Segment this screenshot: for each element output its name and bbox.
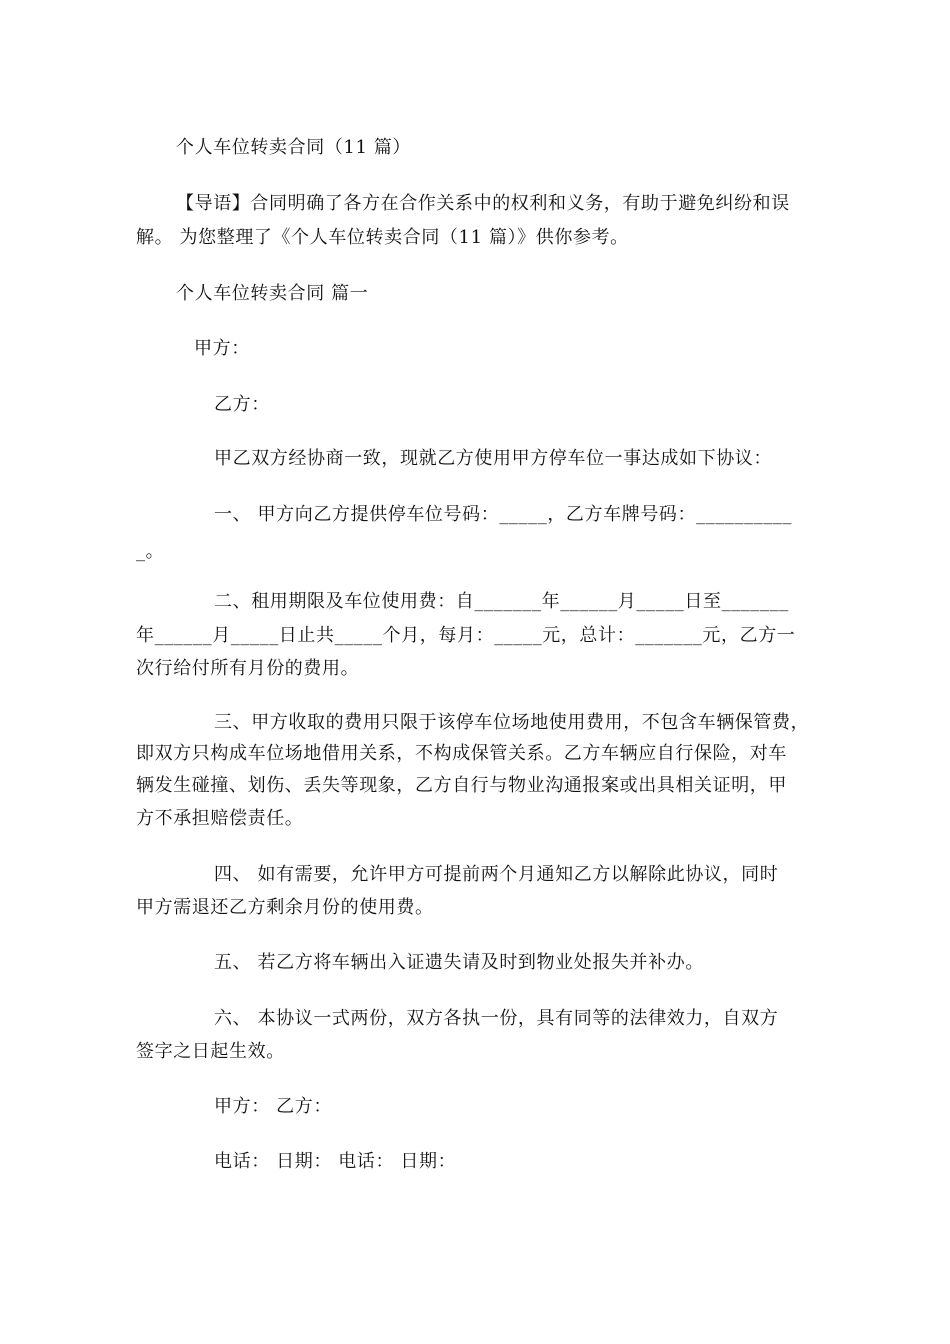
clause-2-line-1: 二、租用期限及车位使用费：自_______年______月_____日至_______	[214, 591, 789, 612]
intro-paragraph-line-1: 【导语】合同明确了各方在合作关系中的权利和义务，有助于避免纠纷和误	[176, 193, 790, 214]
clause-1-line-1: 一、 甲方向乙方提供停车位号码：_____，乙方车牌号码：__________	[214, 504, 793, 525]
clause-1-line-2: _。	[136, 541, 165, 562]
party-a-label: 甲方：	[194, 338, 250, 359]
clause-2-line-2: 年______月_____日止共_____个月，每月：_____元，总计：_______元，乙方一	[136, 625, 796, 646]
document-title: 个人车位转卖合同（11 篇）	[176, 137, 412, 158]
clause-3-line-2: 即双方只构成车位场地借用关系，不构成保管关系。乙方车辆应自行保险，对车	[136, 743, 787, 764]
clause-5: 五、 若乙方将车辆出入证遗失请及时到物业处报失并补办。	[214, 952, 704, 973]
clause-3-line-3: 辆发生碰撞、划伤、丢失等现象，乙方自行与物业沟通报案或出具相关证明，甲	[136, 775, 787, 796]
clause-4-line-2: 甲方需退还乙方剩余月份的使用费。	[136, 897, 434, 918]
section-title: 个人车位转卖合同 篇一	[176, 283, 369, 304]
clause-4-line-1: 四、 如有需要，允许甲方可提前两个月通知乙方以解除此协议，同时	[214, 864, 779, 885]
clause-3-line-4: 方不承担赔偿责任。	[136, 808, 304, 829]
contact-date-line: 电话： 日期： 电话： 日期：	[214, 1151, 457, 1172]
clause-6-line-1: 六、 本协议一式两份，双方各执一份，具有同等的法律效力，自双方	[214, 1008, 779, 1029]
clause-2-line-3: 次行给付所有月份的费用。	[136, 658, 360, 679]
clause-6-line-2: 签字之日起生效。	[136, 1041, 285, 1062]
clause-3-line-1: 三、甲方收取的费用只限于该停车位场地使用费用，不包含车辆保管费，	[214, 712, 810, 733]
intro-paragraph-line-2: 解。 为您整理了《个人车位转卖合同（11 篇）》供你参考。	[136, 227, 629, 248]
agreement-preamble: 甲乙双方经协商一致，现就乙方使用甲方停车位一事达成如下协议：	[214, 448, 772, 469]
party-b-label: 乙方：	[214, 394, 270, 415]
signature-line: 甲方： 乙方：	[214, 1096, 332, 1117]
